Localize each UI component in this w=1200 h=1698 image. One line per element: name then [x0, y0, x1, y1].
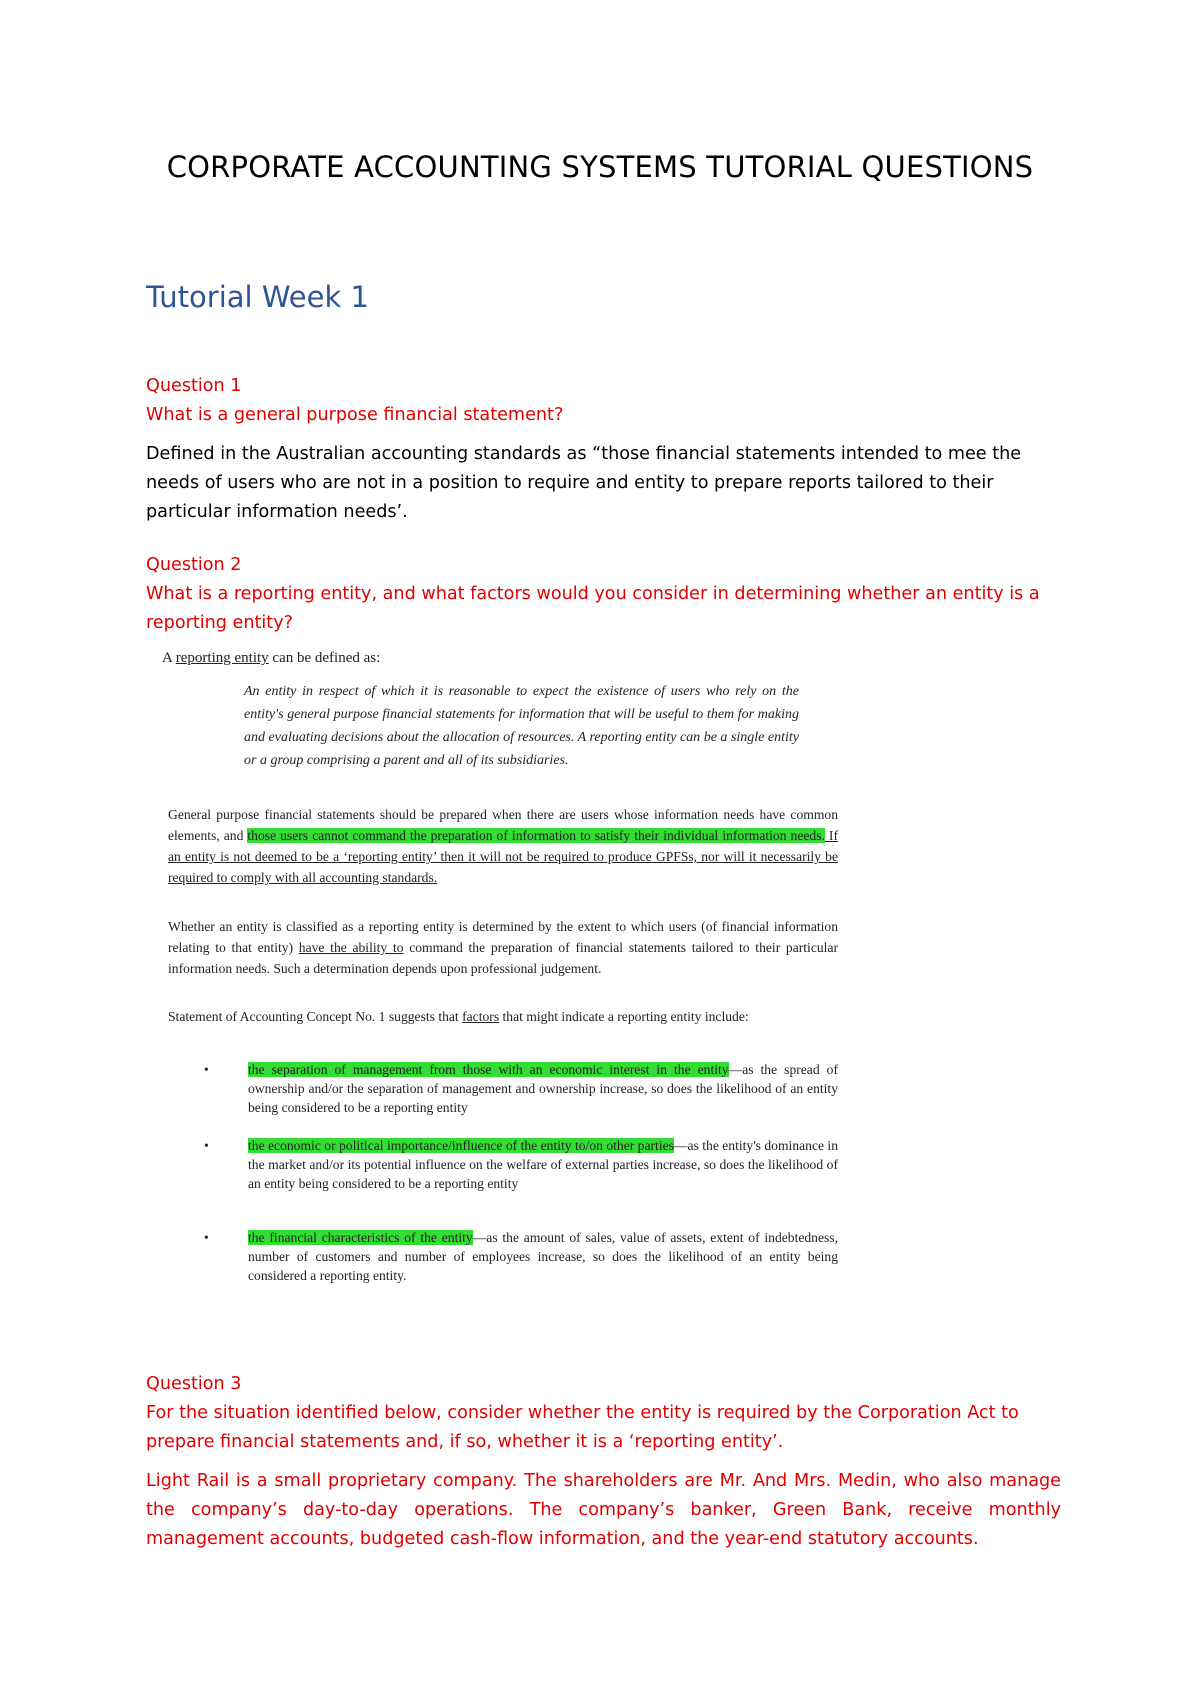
- excerpt-paragraph-1: [168, 804, 838, 888]
- excerpt-intro-suffix: can be defined as:: [268, 650, 381, 666]
- bullet-2-text: —as the entity's dominance in the market and/or its potential influence on the welfare of external parties increase, so does the likelihood of an entity being considered to be a reporting entity: [248, 1138, 838, 1191]
- bullet-3-text: —as the amount of sales, value of assets, extent of indebtedness, number of customers and number of employees increase, so does the likelihood of an entity being considered a reporting entity.: [248, 1230, 838, 1283]
- textbook-excerpt-image: [154, 646, 844, 1302]
- bullet-icon: •: [204, 1138, 209, 1153]
- bullet-2-highlight: the economic or political importance/influence of the entity to/on other parties: [248, 1138, 674, 1153]
- excerpt-p3-text-end: that might indicate a reporting entity include:: [499, 1009, 749, 1024]
- excerpt-intro: [162, 650, 380, 667]
- excerpt-p1-text: General purpose financial statements should be prepared when there are users whose information needs have common elements, and: [168, 807, 838, 843]
- excerpt-p1-underlined: If an entity is not deemed to be a ‘reporting entity’ then it will not be required to produce GPFSs, nor will it necessarily be required to comply with all accounting standards.: [168, 828, 838, 885]
- excerpt-p2-underlined: have the ability to: [298, 940, 404, 955]
- excerpt-definition: An entity in respect of which it is reasonable to expect the existence of users who rely on the entity's general purpose financial statements for information that will be useful to them for making and evaluating decisions about the allocation of resources. A reporting entity can be a single entity or a group comprising a parent and all of its subsidiaries.: [244, 684, 799, 768]
- excerpt-p1-highlight: those users cannot command the preparation of information to satisfy their individual information needs.: [247, 828, 825, 843]
- excerpt-intro-prefix: A: [162, 650, 176, 666]
- question-3-block: [146, 1370, 1061, 1554]
- question-1-text: What is a general purpose financial statement?: [146, 405, 564, 425]
- question-2-text: What is a reporting entity, and what factors would you consider in determining whether an entity is a reporting entity?: [146, 584, 1040, 633]
- question-1-answer: Defined in the Australian accounting standards as “those financial statements intended to mee the needs of users who are not in a position to require and entity to prepare reports tailored to their particular information needs’.: [146, 444, 1022, 522]
- bullet-3-highlight: the financial characteristics of the entity: [248, 1230, 473, 1245]
- document-title: CORPORATE ACCOUNTING SYSTEMS TUTORIAL QUESTIONS: [166, 150, 1034, 184]
- bullet-icon: •: [204, 1062, 209, 1077]
- question-1-block: [146, 372, 1061, 527]
- excerpt-p2-text-end: command the preparation of financial statements tailored to their particular information needs. Such a determination depends upon professional judgement.: [168, 940, 838, 976]
- section-heading: Tutorial Week 1: [146, 280, 369, 314]
- excerpt-p3-underlined: factors: [462, 1009, 500, 1024]
- question-2-block: [146, 551, 1061, 638]
- excerpt-paragraph-3: [168, 1006, 838, 1027]
- bullet-1-highlight: the separation of management from those with an economic interest in the entity: [248, 1062, 729, 1077]
- excerpt-paragraph-2: [168, 916, 838, 979]
- question-3-scenario: Light Rail is a small proprietary company. The shareholders are Mr. And Mrs. Medin, who also manage the company’s day-to-day operations. The company’s banker, Green Bank, receive monthly management accounts, budgeted cash-flow information, and the year-end statutory accounts.: [146, 1471, 1061, 1549]
- excerpt-p2-text: Whether an entity is classified as a reporting entity is determined by the extent to which users (of financial information relating to that entity): [168, 919, 838, 955]
- bullet-icon: •: [204, 1230, 209, 1245]
- bullet-1-text: —as the spread of ownership and/or the separation of management and ownership increase, so does the likelihood of an entity being considered to be a reporting entity: [248, 1062, 838, 1115]
- question-3-text: For the situation identified below, consider whether the entity is required by the Corporation Act to prepare financial statements and, if so, whether it is a ‘reporting entity’.: [146, 1403, 1019, 1452]
- question-3-label: Question 3: [146, 1374, 242, 1394]
- excerpt-intro-term: reporting entity: [175, 650, 269, 666]
- excerpt-p3-text: Statement of Accounting Concept No. 1 suggests that: [168, 1009, 463, 1024]
- question-1-label: Question 1: [146, 376, 242, 396]
- question-2-label: Question 2: [146, 555, 242, 575]
